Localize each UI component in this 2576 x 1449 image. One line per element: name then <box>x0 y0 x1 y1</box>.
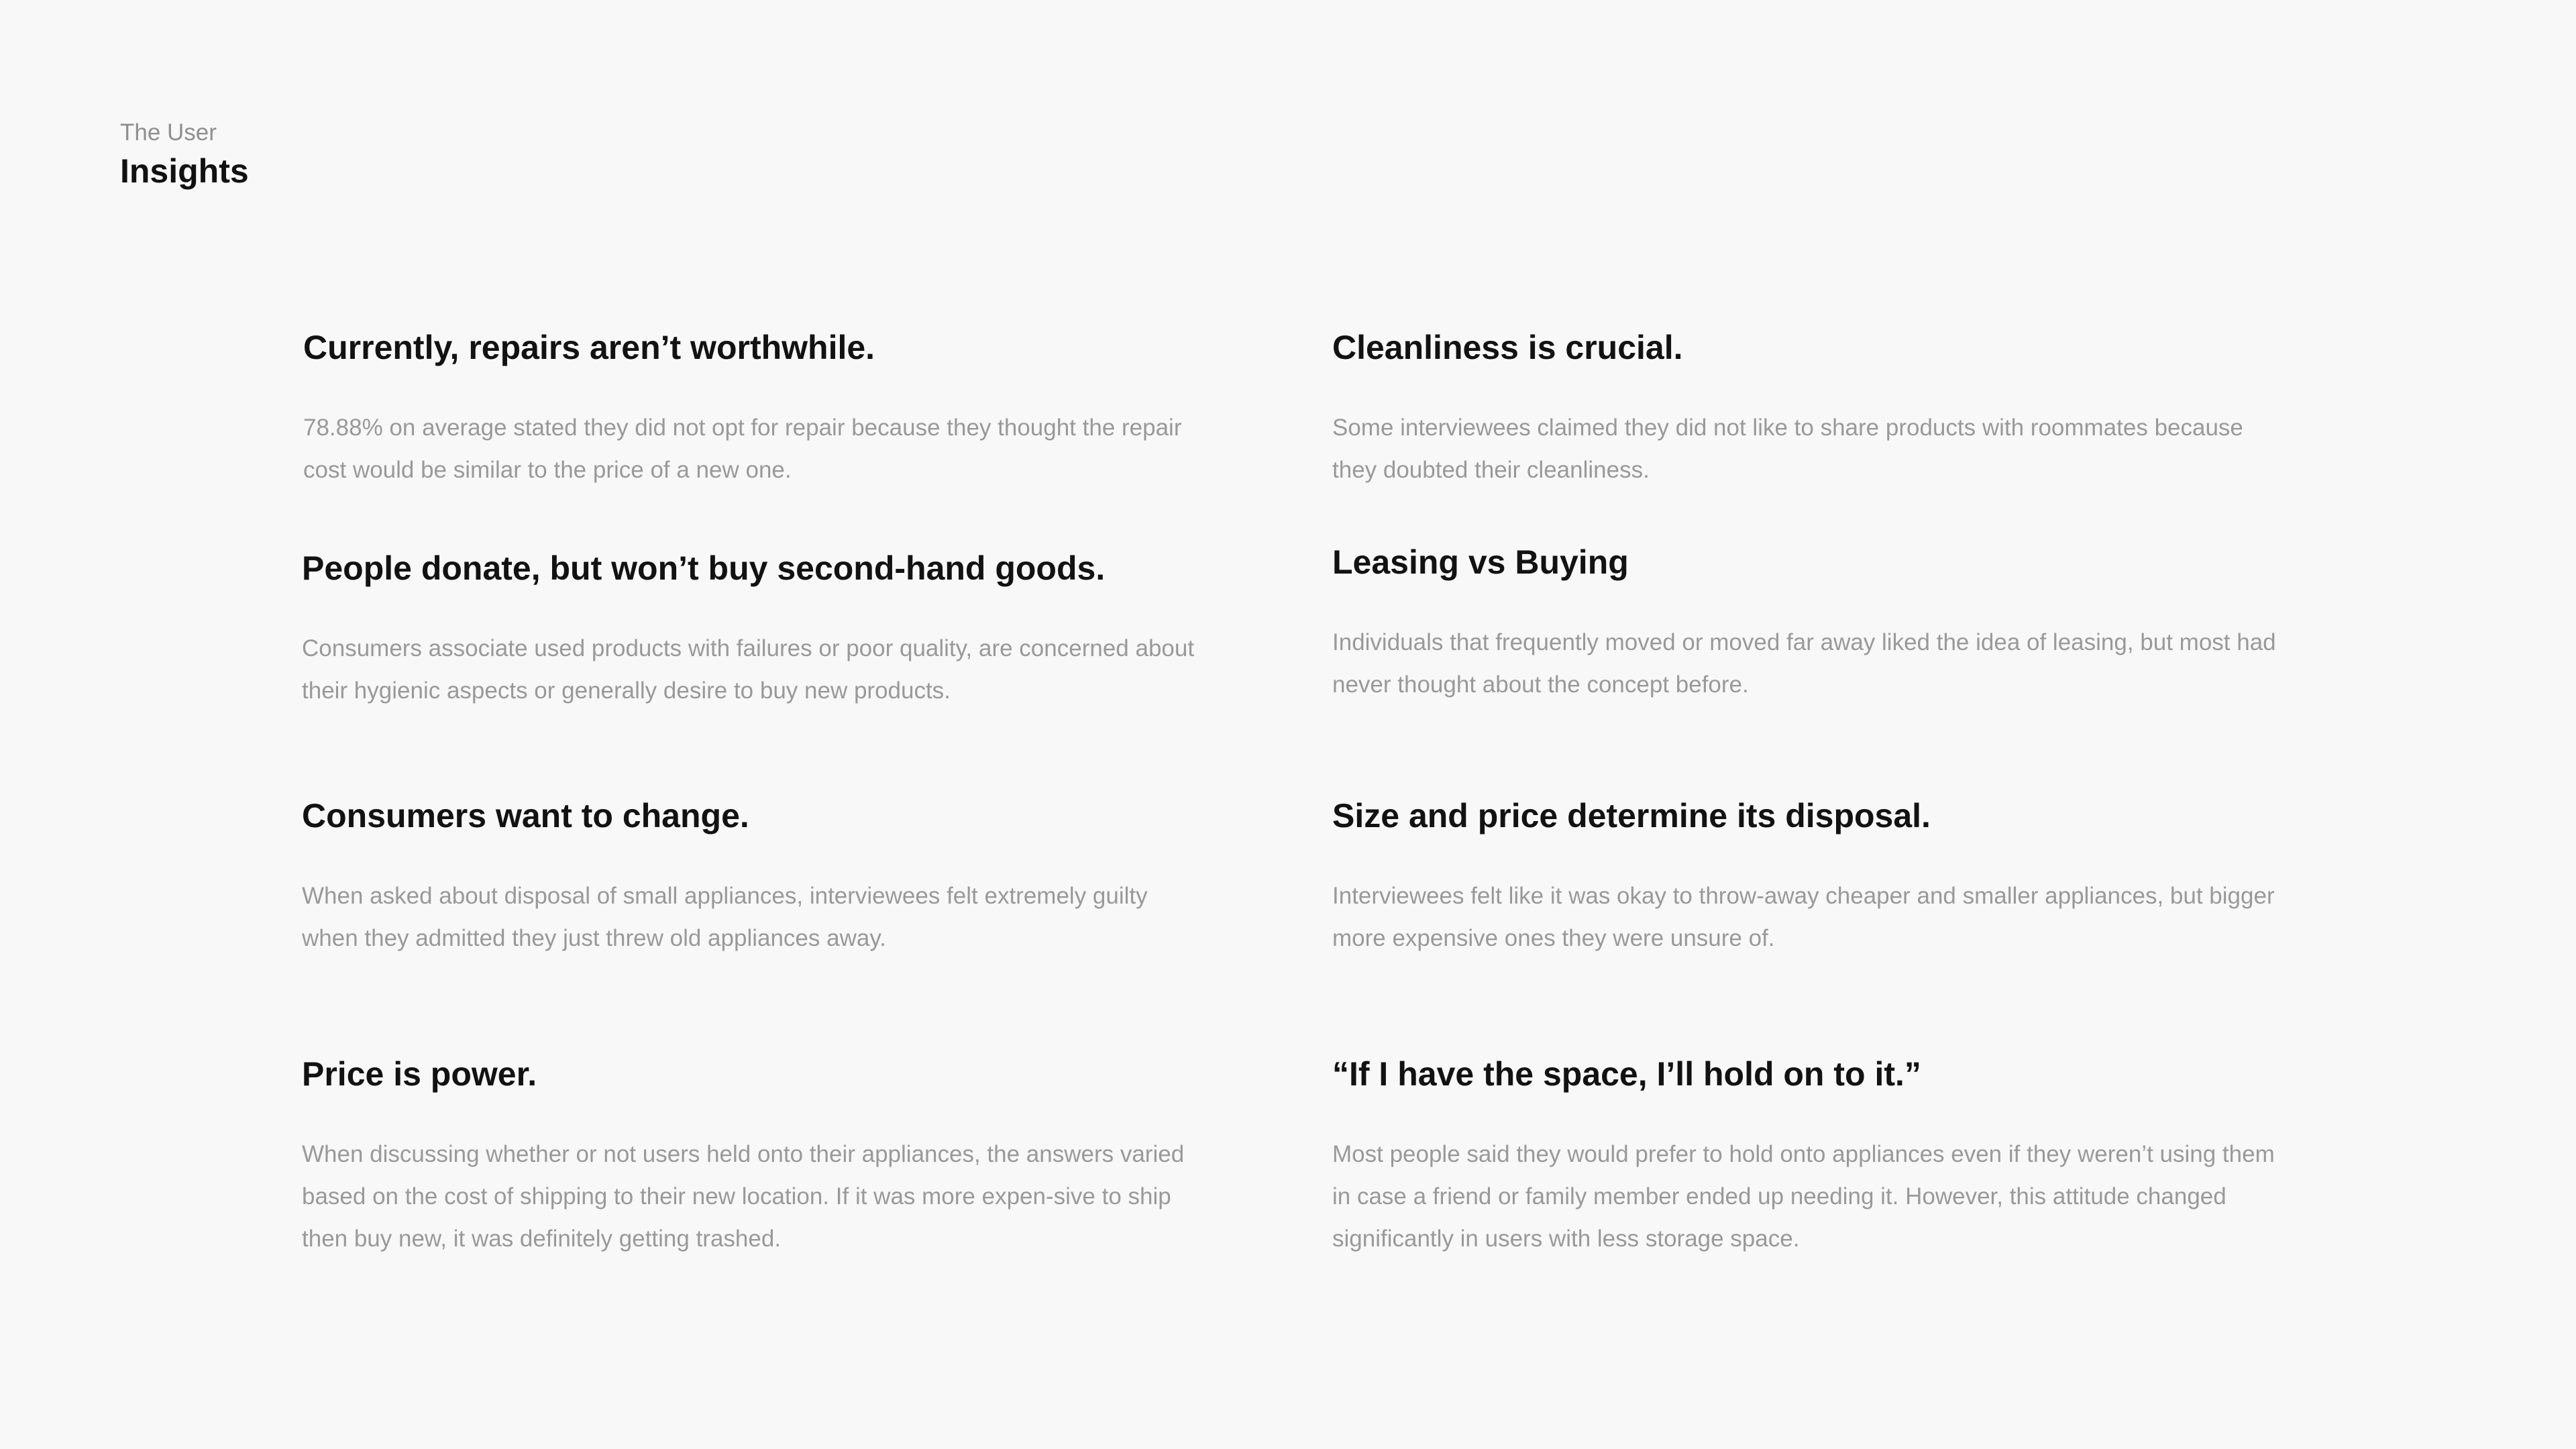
insight-heading: Price is power. <box>302 1055 537 1093</box>
section-label: The User <box>120 119 217 146</box>
insight-change <box>302 796 1201 959</box>
insight-heading: Consumers want to change. <box>302 797 749 835</box>
insight-price <box>302 1054 1201 1260</box>
insight-body: 78.88% on average stated they did not opt for repair because they thought the repair cost would be similar to the price of a new one. <box>303 415 1182 483</box>
insight-heading: Size and price determine its disposal. <box>1332 797 1931 835</box>
insight-heading: Currently, repairs aren’t worthwhile. <box>303 329 875 366</box>
insight-repairs <box>303 327 1202 491</box>
insight-body: Consumers associate used products with failures or poor quality, are concerned about their hygienic aspects or generally desire to buy new products. <box>302 635 1195 704</box>
insight-donate <box>302 548 1201 712</box>
page-title: Insights <box>120 152 249 190</box>
insight-body: When asked about disposal of small appliances, interviewees felt extremely guilty when they admitted they just threw old appliances away. <box>302 883 1148 951</box>
insight-cleanliness <box>1332 327 2285 491</box>
insight-body: Individuals that frequently moved or moved far away liked the idea of leasing, but most had never thought about the concept before. <box>1332 629 2276 698</box>
insight-body: Interviewees felt like it was okay to throw-away cheaper and smaller appliances, but bigger more expensive ones they were unsure of. <box>1332 883 2275 951</box>
insight-body: Some interviewees claimed they did not like to share products with roommates because they doubted their cleanliness. <box>1332 415 2243 483</box>
insight-heading: Cleanliness is crucial. <box>1332 329 1683 366</box>
insight-space <box>1332 1054 2285 1260</box>
insight-heading: “If I have the space, I’ll hold on to it.” <box>1332 1055 1921 1093</box>
insight-heading: Leasing vs Buying <box>1332 543 1629 581</box>
insight-body: Most people said they would prefer to hold onto appliances even if they weren’t using them in case a friend or family member ended up needing it. However, this attitude changed significantly in users with less storage space. <box>1332 1141 2275 1252</box>
insight-size-price <box>1332 796 2285 959</box>
insight-heading: People donate, but won’t buy second-hand goods. <box>302 549 1106 587</box>
insight-leasing <box>1332 542 2285 706</box>
insight-body: When discussing whether or not users held onto their appliances, the answers varied based on the cost of shipping to their new location. If it was more expen-sive to ship then buy new, it was definitely getting trashed. <box>302 1141 1185 1252</box>
